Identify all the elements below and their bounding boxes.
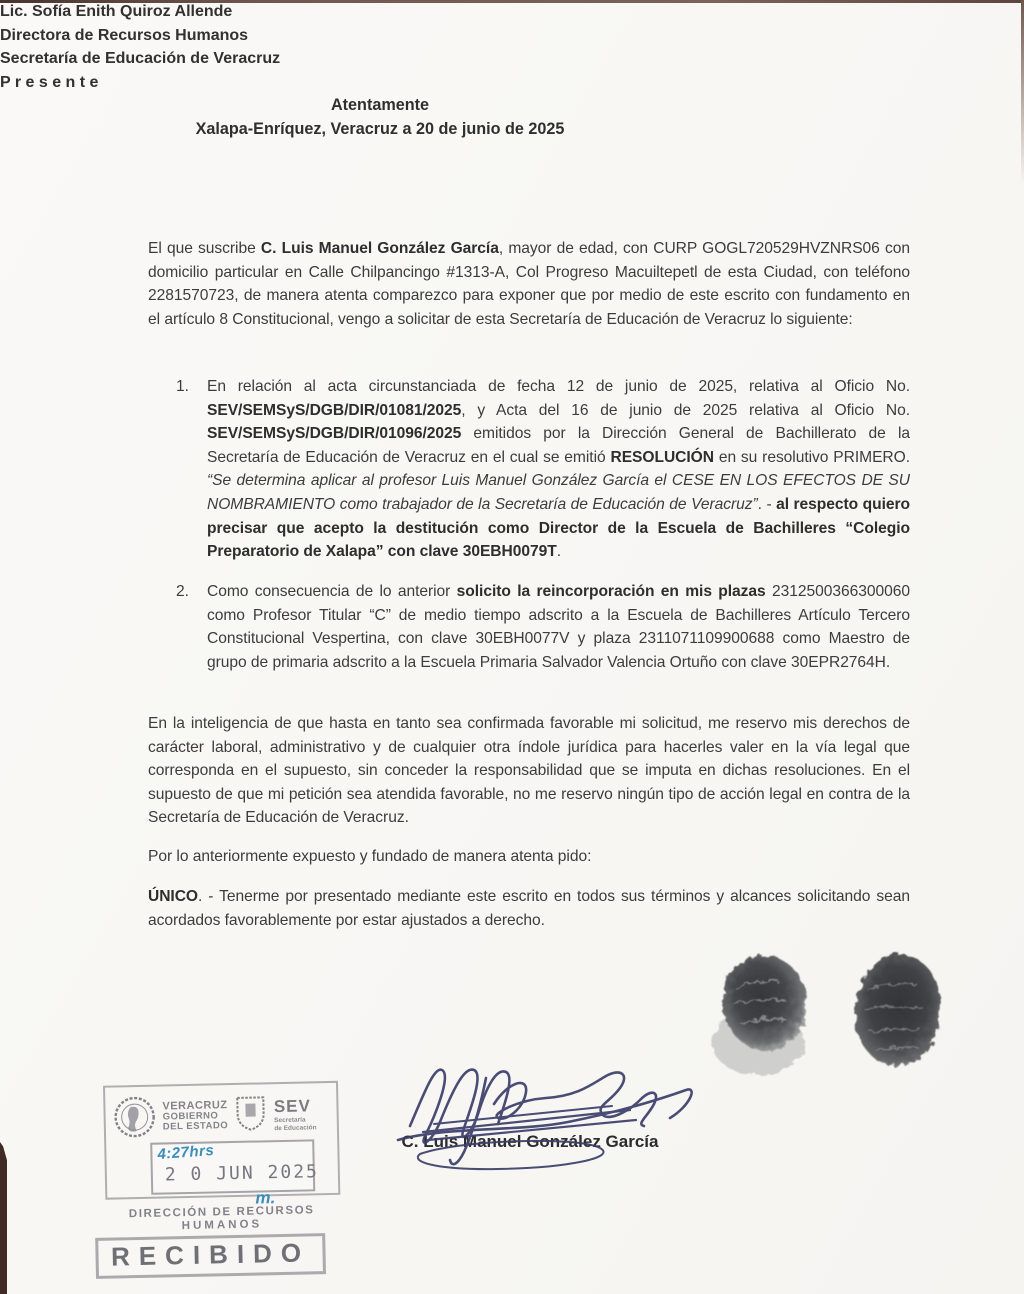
- recipient-title: Directora de Recursos Humanos: [0, 26, 249, 44]
- petition-item-1: [150, 375, 910, 564]
- reservation-paragraph: En la inteligencia de que hasta en tanto sea confirmada favorable mi solicitud, me reservo mis derechos de carácter laboral, administrativo y de cualquier otra índole jurídica para hacerles valer en la vía legal que corresponda en el supuesto, sin conceder la responsabilidad que se imputa en dichas resoluciones. En el supuesto de que mi petición sea atendida favorable, no me reservo ningún tipo de acción legal en contra de la Secretaría de Educación de Veracruz.: [148, 715, 910, 827]
- recipient-block: [0, 0, 560, 94]
- sev-sub-1: Secretaría: [274, 1116, 306, 1125]
- stamp-time-handwritten: 4:27hrs: [156, 1141, 215, 1164]
- signer-name: C. Luis Manuel González García: [401, 1132, 659, 1151]
- sev-sub-2: de Educación: [274, 1123, 317, 1132]
- recipient-org: Secretaría de Educación de Veracruz: [0, 50, 281, 68]
- thumbprint-right-icon: [845, 948, 953, 1076]
- petition-item-2: [150, 580, 910, 674]
- scan-edge-left: [0, 1142, 7, 1294]
- gov-text: [162, 1092, 228, 1133]
- sev-wordmark: SEV: [273, 1096, 312, 1117]
- unico-paragraph: ÚNICO. - Tenerme por presentado mediante este escrito en todos sus términos y alcances solicitando sean acordados favorablemente por estar ajustados a derecho.: [148, 888, 910, 929]
- stamp-initials-handwritten: m.: [255, 1188, 276, 1208]
- stamp-dept-line-2: HUMANOS: [181, 1218, 263, 1233]
- gov-line-2: GOBIERNO: [162, 1109, 219, 1122]
- gov-line-3: DEL ESTADO: [162, 1120, 229, 1133]
- signature-scribble-icon: [368, 1048, 708, 1173]
- sev-text: [274, 1090, 317, 1132]
- closing-block: [0, 94, 760, 141]
- item-text: Como consecuencia de lo anterior solicito la reincorporación en mis plazas 2312500366300060 como Profesor Titular “C” de medio tiempo adscrito a la Escuela de Bachilleres Artículo Tercero Constitucional Vespertina, con clave 30EBH0077V y plaza 2311071109900688 como Maestro de grupo de primaria adscrito a la Escuela Primaria Salvador Valencia Ortuño con clave 30EPR2764H.: [207, 583, 910, 671]
- received-stamp: [90, 1081, 352, 1279]
- intro-paragraph: El que suscribe C. Luis Manuel González García, mayor de edad, con CURP GOGL720529HVZNRS06 con domicilio particular en Calle Chilpancingo #1313-A, Col Progreso Macuiltepetl de esta Ciudad, con teléfono 2281570723, de manera atenta comparezco para exponer que por medio de este escrito con fundamento en el artículo 8 Constitucional, vengo a solicitar de esta Secretaría de Educación de Veracruz lo siguiente:: [148, 240, 910, 328]
- stamp-received-text: RECIBIDO: [110, 1237, 311, 1272]
- gov-line-1: VERACRUZ: [162, 1099, 228, 1113]
- thumbprint-left-icon: [710, 951, 818, 1079]
- item-text: En relación al acta circunstanciada de fecha 12 de junio de 2025, relativa al Oficio No. SEV/SEMSyS/DGB/DIR/01081/2025, y Acta del 16 de junio de 2025 relativa al Oficio No. SEV/SEMSyS/DGB/DIR/01096/2025 emitidos por la Dirección General de Bachillerato de la Secretaría de Educación de Veracruz en el cual se emitió RESOLUCIÓN en su resolutivo PRIMERO. “Se determina aplicar al profesor Luis Manuel González García el CESE EN LOS EFECTOS DE SU NOMBRAMIENTO como trabajador de la Secretaría de Educación de Veracruz”. - al respecto quiero precisar que acepto la destitución como Director de la Escuela de Bachilleres “Colegio Preparatorio de Xalapa” con clave 30EBH0079T.: [207, 378, 910, 561]
- closing-place-date: Xalapa-Enríquez, Veracruz a 20 de junio de 2025: [195, 119, 565, 138]
- petition-lead: Por lo anteriormente expuesto y fundado de manera atenta pido:: [148, 848, 592, 865]
- stamp-dept-line-1: DIRECCIÓN DE RECURSOS: [128, 1204, 315, 1221]
- closing-atentamente: Atentamente: [330, 96, 430, 115]
- item-number: 1.: [176, 378, 189, 395]
- item-number: 2.: [176, 583, 189, 600]
- stamp-date: 2 0 JUN 2025: [164, 1161, 320, 1186]
- salutation-presente: P r e s e n t e: [0, 73, 99, 91]
- scan-edge-top: [0, 0, 1024, 3]
- recipient-name: Lic. Sofía Enith Quiroz Allende: [0, 3, 233, 20]
- stamp-received-box: [95, 1233, 326, 1279]
- sev-shield-icon: [233, 1091, 270, 1134]
